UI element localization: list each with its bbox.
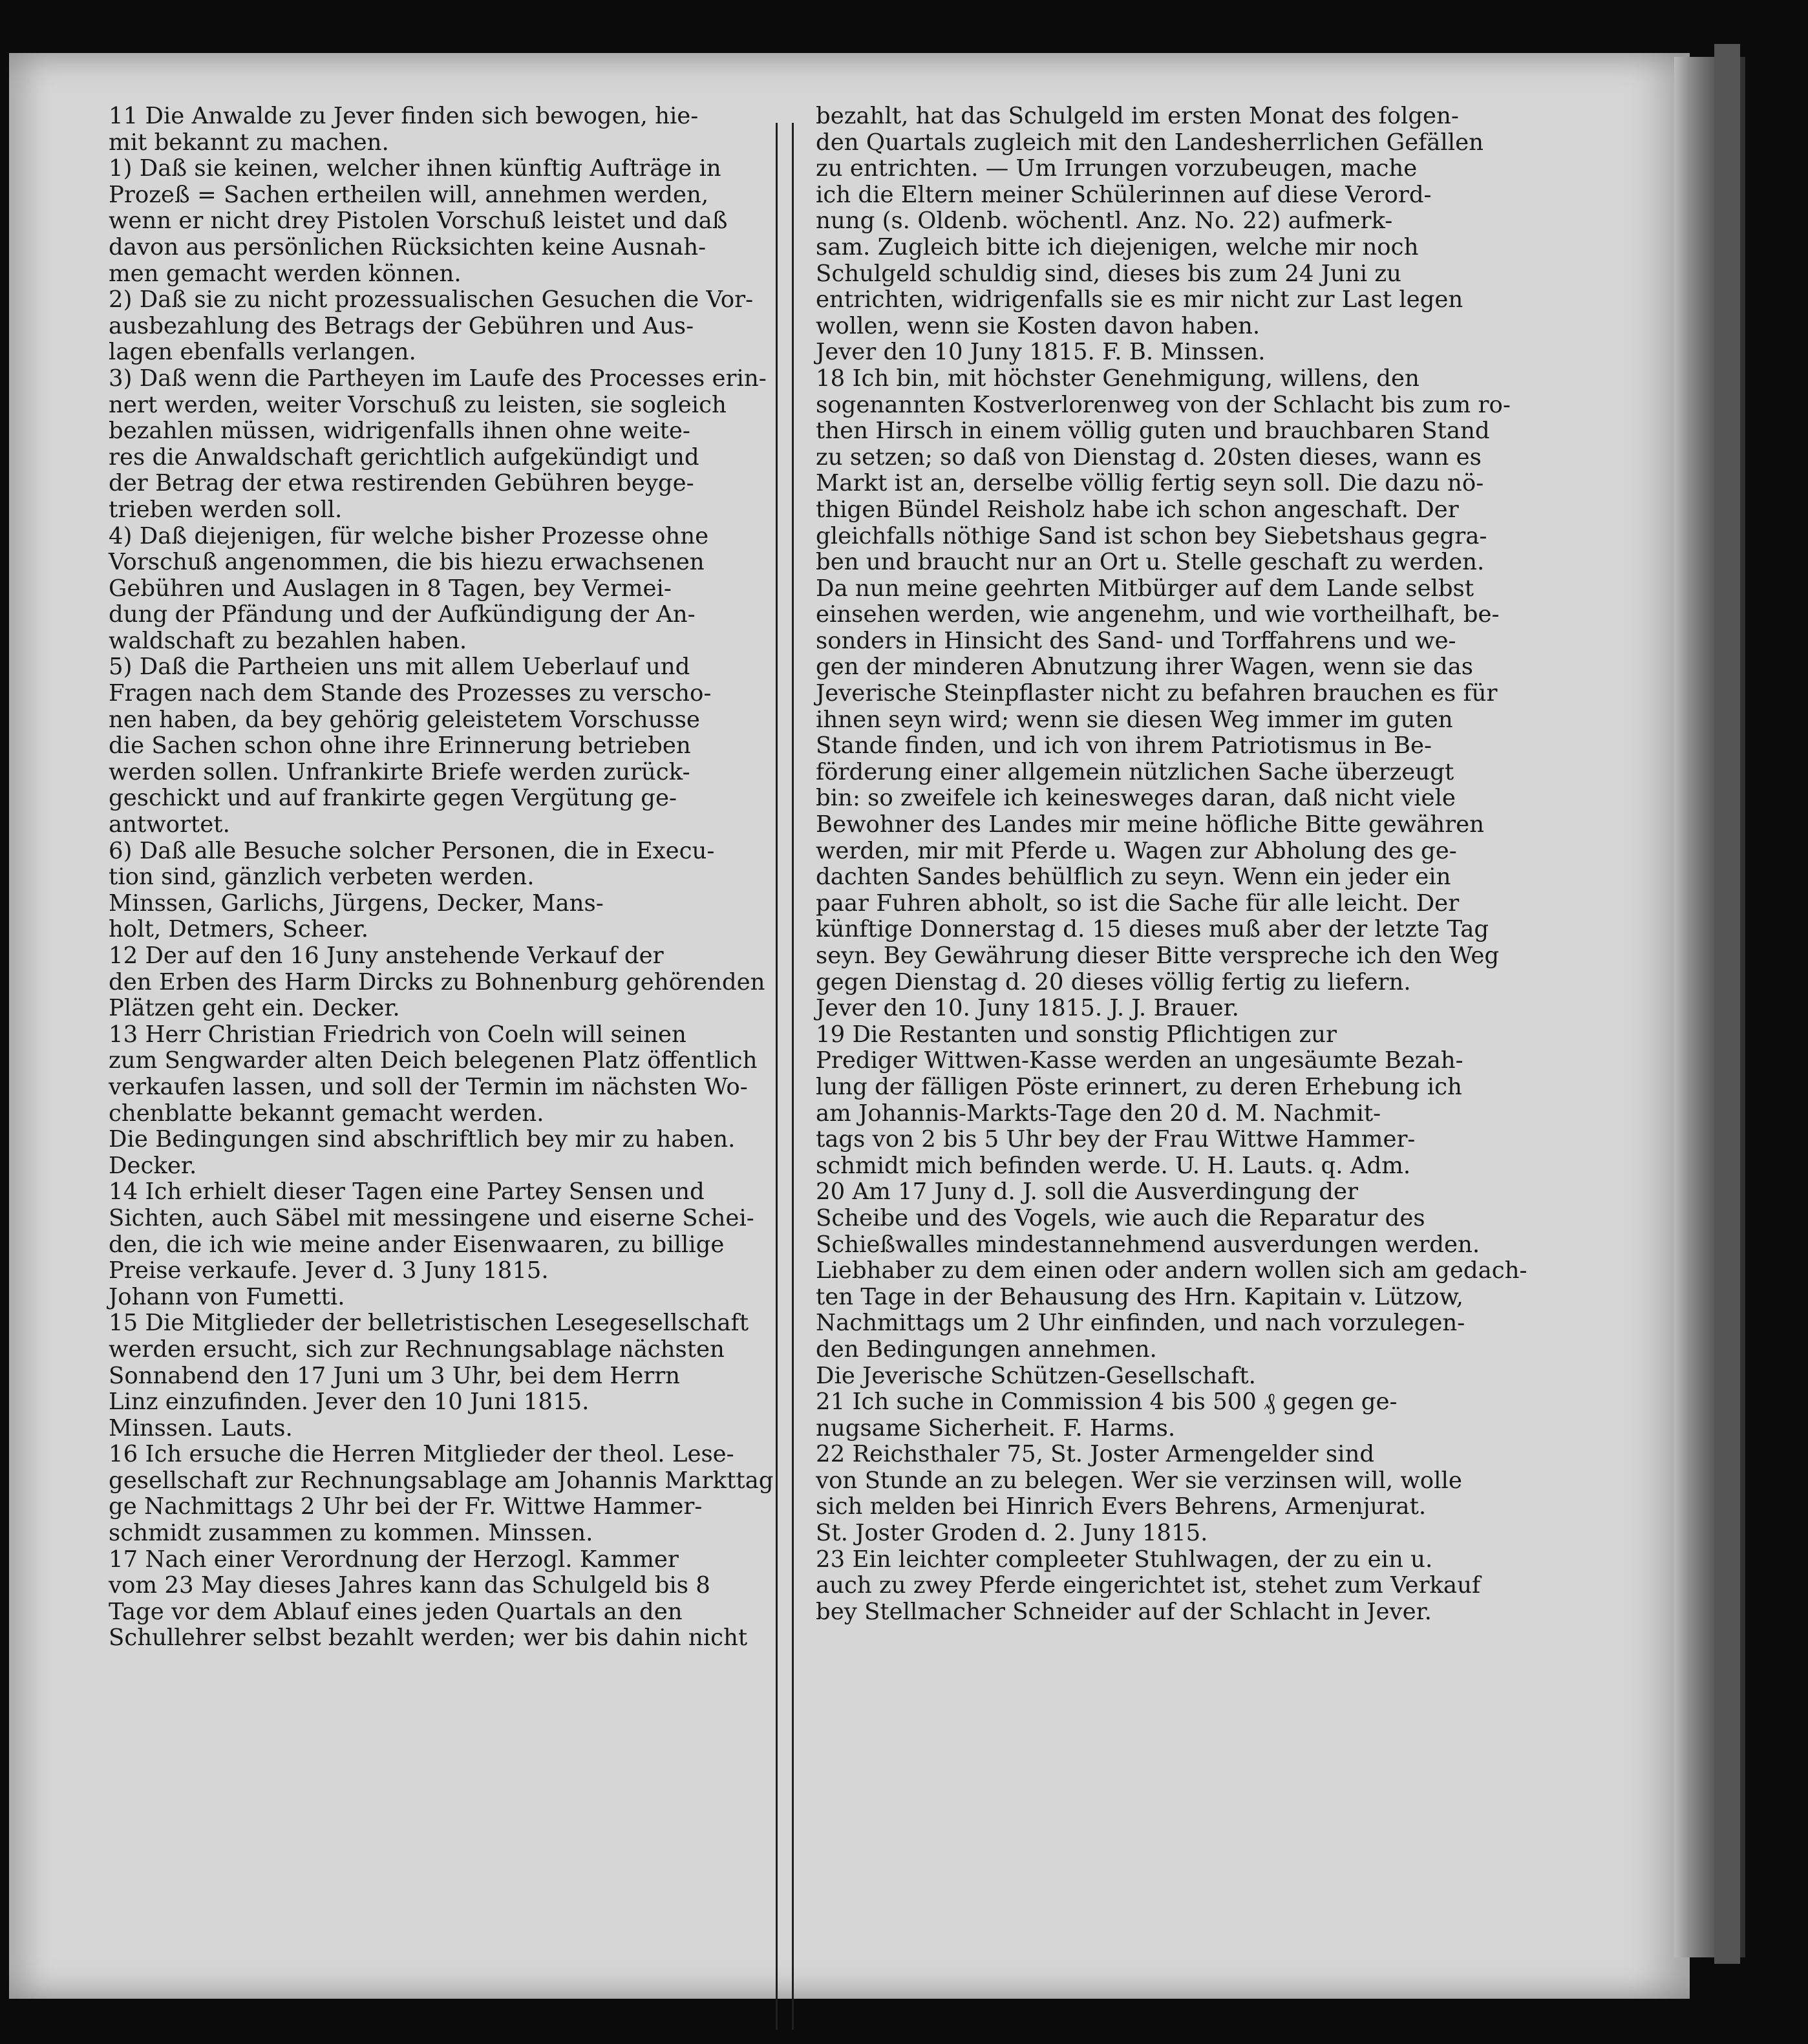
text-line: res die Anwaldschaft gerichtlich aufgekündigt und — [109, 443, 699, 471]
text-line: holt, Detmers, Scheer. — [109, 916, 369, 943]
text-line: der Betrag der etwa restirenden Gebühren beyge- — [109, 470, 694, 497]
text-line: 16 Ich ersuche die Herren Mitglieder der theol. Lese- — [109, 1441, 734, 1468]
text-line: vom 23 May dieses Jahres kann das Schulgeld bis 8 — [109, 1572, 710, 1599]
text-line: paar Fuhren abholt, so ist die Sache für alle leicht. Der — [816, 889, 1460, 917]
text-line: ten Tage in der Behausung des Hrn. Kapitain v. Lützow, — [816, 1283, 1463, 1310]
text-line: bey Stellmacher Schneider auf der Schlacht in Jever. — [816, 1598, 1432, 1625]
text-line: Prozeß = Sachen ertheilen will, annehmen werden, — [109, 181, 709, 208]
text-line: einsehen werden, wie angenehm, und wie vortheilhaft, be- — [816, 601, 1500, 628]
text-line: Prediger Wittwen-Kasse werden an ungesäumte Bezah- — [816, 1047, 1463, 1074]
text-line: nugsame Sicherheit. F. Harms. — [816, 1414, 1176, 1442]
text-line: mit bekannt zu machen. — [109, 129, 389, 156]
text-line: 15 Die Mitglieder der belletristischen Lesegesellschaft — [109, 1310, 749, 1337]
text-line: schmidt zusammen zu kommen. Minssen. — [109, 1520, 593, 1547]
text-line: Scheibe und des Vogels, wie auch die Reparatur des — [816, 1204, 1425, 1231]
text-line: 20 Am 17 Juny d. J. soll die Ausverdingung der — [816, 1178, 1358, 1206]
text-line: trieben werden soll. — [109, 496, 343, 523]
text-line: entrichten, widrigenfalls sie es mir nicht zur Last legen — [816, 286, 1463, 314]
text-line: Stande finden, und ich von ihrem Patriotismus in Be- — [816, 732, 1432, 760]
text-line: ihnen seyn wird; wenn sie diesen Weg immer im guten — [816, 706, 1453, 733]
text-line: zu setzen; so daß von Dienstag d. 20sten dieses, wann es — [816, 443, 1482, 471]
text-line: Bewohner des Landes mir meine höfliche Bitte gewähren — [816, 811, 1484, 838]
text-line: seyn. Bey Gewährung dieser Bitte verspreche ich den Weg — [816, 942, 1500, 969]
text-line: sich melden bei Hinrich Evers Behrens, Armenjurat. — [816, 1493, 1427, 1520]
book-page-edges — [1674, 57, 1745, 1957]
text-line: Fragen nach dem Stande des Prozesses zu verscho- — [109, 680, 712, 707]
text-line: Die Bedingungen sind abschriftlich bey mir zu haben. — [109, 1126, 736, 1153]
text-line: 13 Herr Christian Friedrich von Coeln will seinen — [109, 1021, 686, 1048]
text-line: Vorschuß angenommen, die bis hiezu erwachsenen — [109, 549, 705, 576]
text-line: Johann von Fumetti. — [109, 1283, 345, 1310]
text-line: Minssen. Lauts. — [109, 1414, 293, 1442]
text-line: werden ersucht, sich zur Rechnungsablage nächsten — [109, 1336, 725, 1363]
text-line: nung (s. Oldenb. wöchentl. Anz. No. 22) aufmerk- — [816, 208, 1393, 235]
text-line: auch zu zwey Pferde eingerichtet ist, stehet zum Verkauf — [816, 1572, 1481, 1599]
text-line: Plätzen geht ein. Decker. — [109, 995, 400, 1022]
text-line: schmidt mich befinden werde. U. H. Lauts. q. Adm. — [816, 1152, 1411, 1179]
text-line: Jever den 10. Juny 1815. J. J. Brauer. — [816, 995, 1239, 1022]
text-line: sonders in Hinsicht des Sand- und Torffahrens und we- — [816, 627, 1456, 654]
text-line: von Stunde an zu belegen. Wer sie verzinsen will, wolle — [816, 1467, 1462, 1494]
text-line: Schulgeld schuldig sind, dieses bis zum 24 Juni zu — [816, 260, 1401, 287]
text-line: tags von 2 bis 5 Uhr bey der Frau Wittwe Hammer- — [816, 1126, 1416, 1153]
text-line: Jever den 10 Juny 1815. F. B. Minssen. — [816, 339, 1266, 366]
text-line: ausbezahlung des Betrags der Gebühren und Aus- — [109, 312, 694, 339]
text-line: den, die ich wie meine ander Eisenwaaren, zu billige — [109, 1231, 725, 1258]
text-line: Liebhaber zu dem einen oder andern wollen sich am gedach- — [816, 1257, 1527, 1284]
text-line: dung der Pfändung und der Aufkündigung der An- — [109, 601, 696, 628]
text-line: 11 Die Anwalde zu Jever finden sich bewogen, hie- — [109, 103, 699, 129]
left-column — [109, 103, 826, 1652]
text-line: ben und braucht nur an Ort u. Stelle geschaft zu werden. — [816, 549, 1485, 576]
text-line: Markt ist an, derselbe völlig fertig seyn soll. Die dazu nö- — [816, 470, 1484, 497]
text-line: sam. Zugleich bitte ich diejenigen, welche mir noch — [816, 233, 1419, 261]
text-line: tion sind, gänzlich verbeten werden. — [109, 864, 535, 891]
text-line: Da nun meine geehrten Mitbürger auf dem Lande selbst — [816, 575, 1474, 602]
text-line: zu entrichten. — Um Irrungen vorzubeugen, mache — [816, 155, 1418, 182]
text-line: Decker. — [109, 1152, 197, 1179]
text-line: Die Jeverische Schützen-Gesellschaft. — [816, 1362, 1256, 1389]
text-line: 23 Ein leichter compleeter Stuhlwagen, der zu ein u. — [816, 1546, 1433, 1573]
text-line: 3) Daß wenn die Partheyen im Laufe des Processes erin- — [109, 365, 767, 392]
text-line: gen der minderen Abnutzung ihrer Wagen, wenn sie das — [816, 654, 1473, 681]
text-line: bezahlt, hat das Schulgeld im ersten Monat des folgen- — [816, 103, 1459, 129]
text-line: förderung einer allgemein nützlichen Sache überzeugt — [816, 758, 1454, 785]
text-line: wenn er nicht drey Pistolen Vorschuß leistet und daß — [109, 208, 728, 235]
text-line: Tage vor dem Ablauf eines jeden Quartals an den — [109, 1598, 683, 1625]
right-column — [816, 103, 1533, 1625]
text-line: 19 Die Restanten und sonstig Pflichtigen zur — [816, 1021, 1337, 1048]
text-line: gleichfalls nöthige Sand ist schon bey Siebetshaus gegra- — [816, 522, 1487, 549]
text-line: then Hirsch in einem völlig guten und brauchbaren Stand — [816, 418, 1490, 445]
text-line: den Erben des Harm Dircks zu Bohnenburg gehörenden — [109, 968, 765, 995]
text-line: Schießwalles mindestannehmend ausverdungen werden. — [816, 1231, 1480, 1258]
text-line: lagen ebenfalls verlangen. — [109, 339, 416, 366]
text-line: am Johannis-Markts-Tage den 20 d. M. Nachmit- — [816, 1100, 1381, 1127]
text-line: künftige Donnerstag d. 15 dieses muß aber der letzte Tag — [816, 916, 1489, 943]
text-line: davon aus persönlichen Rücksichten keine Ausnah- — [109, 233, 707, 261]
text-line: den Quartals zugleich mit den Landesherrlichen Gefällen — [816, 129, 1484, 156]
text-line: 22 Reichsthaler 75, St. Joster Armengelder sind — [816, 1441, 1375, 1468]
text-line: Minssen, Garlichs, Jürgens, Decker, Mans- — [109, 889, 604, 917]
text-line: 5) Daß die Partheien uns mit allem Ueberlauf und — [109, 654, 690, 681]
text-line: die Sachen schon ohne ihre Erinnerung betrieben — [109, 732, 691, 760]
text-line: gegen Dienstag d. 20 dieses völlig fertig zu liefern. — [816, 968, 1411, 995]
text-line: 21 Ich suche in Commission 4 bis 500 ₰ gegen ge- — [816, 1389, 1398, 1416]
text-line: wollen, wenn sie Kosten davon haben. — [816, 312, 1260, 339]
text-line: bin: so zweifele ich keinesweges daran, daß nicht viele — [816, 785, 1456, 812]
text-line: Sichten, auch Säbel mit messingene und eiserne Schei- — [109, 1204, 754, 1231]
text-line: 18 Ich bin, mit höchster Genehmigung, willens, den — [816, 365, 1420, 392]
text-line: sogenannten Kostverlorenweg von der Schlacht bis zum ro- — [816, 391, 1511, 418]
text-line: Sonnabend den 17 Juni um 3 Uhr, bei dem Herrn — [109, 1362, 681, 1389]
text-line: nen haben, da bey gehörig geleistetem Vorschusse — [109, 706, 700, 733]
text-line: antwortet. — [109, 811, 230, 838]
text-line: dachten Sandes behülflich zu seyn. Wenn ein jeder ein — [816, 864, 1451, 891]
text-line: waldschaft zu bezahlen haben. — [109, 627, 467, 654]
text-line: ge Nachmittags 2 Uhr bei der Fr. Wittwe Hammer- — [109, 1493, 703, 1520]
text-line: zum Sengwarder alten Deich belegenen Platz öffentlich — [109, 1047, 758, 1074]
text-line: Linz einzufinden. Jever den 10 Juni 1815. — [109, 1389, 590, 1416]
text-line: men gemacht werden können. — [109, 260, 462, 287]
text-line: gesellschaft zur Rechnungsablage am Johannis Markttag — [109, 1467, 774, 1494]
text-line: werden sollen. Unfrankirte Briefe werden zurück- — [109, 758, 690, 785]
text-line: Preise verkaufe. Jever d. 3 Juny 1815. — [109, 1257, 549, 1284]
text-line: werden, mir mit Pferde u. Wagen zur Abholung des ge- — [816, 837, 1457, 864]
text-line: 14 Ich erhielt dieser Tagen eine Partey Sensen und — [109, 1178, 705, 1206]
text-line: chenblatte bekannt gemacht werden. — [109, 1100, 544, 1127]
text-line: 12 Der auf den 16 Juny anstehende Verkauf der — [109, 942, 664, 969]
text-line: Nachmittags um 2 Uhr einfinden, und nach vorzulegen- — [816, 1310, 1465, 1337]
text-line: 4) Daß diejenigen, für welche bisher Prozesse ohne — [109, 522, 709, 549]
text-line: geschickt und auf frankirte gegen Vergütung ge- — [109, 785, 677, 812]
text-line: lung der fälligen Pöste erinnert, zu deren Erhebung ich — [816, 1073, 1462, 1100]
text-line: Jeverische Steinpflaster nicht zu befahren brauchen es für — [816, 680, 1498, 707]
text-line: 1) Daß sie keinen, welcher ihnen künftig Aufträge in — [109, 155, 721, 182]
text-line: thigen Bündel Reisholz habe ich schon angeschaft. Der — [816, 496, 1459, 523]
text-line: nert werden, weiter Vorschuß zu leisten, sie sogleich — [109, 391, 727, 418]
text-line: ich die Eltern meiner Schülerinnen auf diese Verord- — [816, 181, 1432, 208]
text-line: St. Joster Groden d. 2. Juny 1815. — [816, 1520, 1208, 1547]
text-line: verkaufen lassen, und soll der Termin im nächsten Wo- — [109, 1073, 748, 1100]
text-line: 2) Daß sie zu nicht prozessualischen Gesuchen die Vor- — [109, 286, 754, 314]
text-line: 6) Daß alle Besuche solcher Personen, die in Execu- — [109, 837, 715, 864]
text-line: 17 Nach einer Verordnung der Herzogl. Kammer — [109, 1546, 679, 1573]
text-line: Gebühren und Auslagen in 8 Tagen, bey Vermei- — [109, 575, 672, 602]
text-line: den Bedingungen annehmen. — [816, 1336, 1157, 1363]
text-line: Schullehrer selbst bezahlt werden; wer bis dahin nicht — [109, 1624, 748, 1652]
text-line: bezahlen müssen, widrigenfalls ihnen ohne weite- — [109, 418, 690, 445]
